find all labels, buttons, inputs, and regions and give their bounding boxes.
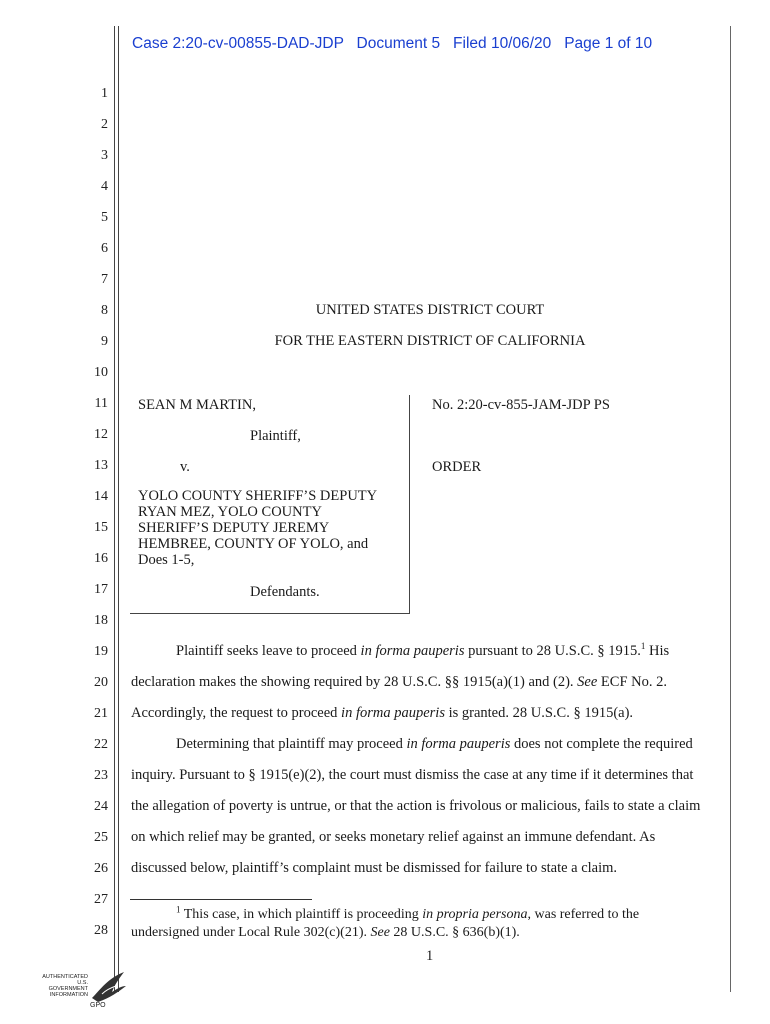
page-number: 1 xyxy=(426,948,434,964)
line-number: 14 xyxy=(94,489,108,504)
defendants-line: YOLO COUNTY SHERIFF’S DEPUTY xyxy=(138,488,378,504)
footnote-line: $^1$ This case, in which plaintiff is proceeding in propria persona, was referred to the xyxy=(176,904,640,922)
body-line: Determining that plaintiff may proceed in forma pauperis does not complete the required xyxy=(176,736,693,752)
line-number: 17 xyxy=(94,582,108,597)
line-number: 28 xyxy=(94,923,108,938)
line-number: 2 xyxy=(101,117,108,132)
line-number: 4 xyxy=(101,179,108,194)
line-number: 12 xyxy=(94,427,108,442)
footnote-separator xyxy=(130,899,312,900)
gpo-authentication-seal xyxy=(40,968,130,1018)
line-number: 20 xyxy=(94,675,108,690)
line-number: 11 xyxy=(94,396,108,411)
body-line: Accordingly, the request to proceed in forma pauperis is granted. 28 U.S.C. § 1915(a). xyxy=(131,705,634,721)
court-district: FOR THE EASTERN DISTRICT OF CALIFORNIA xyxy=(274,333,586,349)
plaintiff-role: Plaintiff, xyxy=(250,428,301,444)
line-number: 13 xyxy=(94,458,108,473)
line-number: 10 xyxy=(94,365,108,380)
body-line: declaration makes the showing required by 28 U.S.C. §§ 1915(a)(1) and (2). See ECF No. 2. xyxy=(131,674,667,690)
line-number: 25 xyxy=(94,830,108,845)
line-number: 23 xyxy=(94,768,108,783)
line-number: 8 xyxy=(101,303,108,318)
line-number: 19 xyxy=(94,644,108,659)
defendants-line: HEMBREE, COUNTY OF YOLO, and xyxy=(138,536,369,552)
ecf-header-stamp: Case 2:20-cv-00855-DAD-JDP Document 5 Filed 10/06/20 Page 1 of 10 xyxy=(132,35,653,52)
line-number: 1 xyxy=(101,86,108,101)
right-margin-rule xyxy=(730,26,731,992)
line-number: 15 xyxy=(94,520,108,535)
left-margin-rule-inner xyxy=(118,26,119,992)
line-number: 21 xyxy=(94,706,108,721)
line-number: 16 xyxy=(94,551,108,566)
footnote-reference[interactable]: 1 xyxy=(640,641,646,652)
plaintiff-name: SEAN M MARTIN, xyxy=(138,397,256,413)
line-number: 3 xyxy=(101,148,108,163)
footnote-line: undersigned under Local Rule 302(c)(21). See 28 U.S.C. § 636(b)(1). xyxy=(131,925,520,940)
document-title: ORDER xyxy=(432,459,482,475)
defendants-role: Defendants. xyxy=(250,584,320,600)
defendants-line: Does 1-5, xyxy=(138,552,195,568)
body-line: discussed below, plaintiff’s complaint must be dismissed for failure to state a claim. xyxy=(131,860,618,876)
line-number: 24 xyxy=(94,799,108,814)
court-name: UNITED STATES DISTRICT COURT xyxy=(315,302,545,318)
gpo-mark: GPO xyxy=(90,1002,106,1009)
line-number: 7 xyxy=(101,272,108,287)
defendants-line: SHERIFF’S DEPUTY JEREMY xyxy=(138,520,330,536)
body-line: inquiry. Pursuant to § 1915(e)(2), the court must dismiss the case at any time if it determines that xyxy=(131,767,694,783)
line-number: 9 xyxy=(101,334,108,349)
line-number: 26 xyxy=(94,861,108,876)
body-line: the allegation of poverty is untrue, or that the action is frivolous or malicious, fails to state a claim xyxy=(131,798,701,814)
seal-text: AUTHENTICATED U.S. GOVERNMENT INFORMATION xyxy=(42,974,88,998)
caption-box-right-border xyxy=(409,395,410,614)
versus: v. xyxy=(180,459,190,475)
body-line: Plaintiff seeks leave to proceed in forma pauperis pursuant to 28 U.S.C. § 1915.$^1$ His xyxy=(176,641,670,659)
defendants-line: RYAN MEZ, YOLO COUNTY xyxy=(138,504,322,520)
line-number: 5 xyxy=(101,210,108,225)
footnote-marker: 1 xyxy=(176,904,181,915)
case-number: No. 2:20-cv-855-JAM-JDP PS xyxy=(432,397,610,413)
line-number: 27 xyxy=(94,892,108,907)
line-number: 18 xyxy=(94,613,108,628)
line-number: 6 xyxy=(101,241,108,256)
left-margin-rule xyxy=(114,26,115,992)
line-number: 22 xyxy=(94,737,108,752)
caption-box-bottom-border xyxy=(130,613,410,614)
body-line: on which relief may be granted, or seeks monetary relief against an immune defendant. As xyxy=(131,829,656,845)
